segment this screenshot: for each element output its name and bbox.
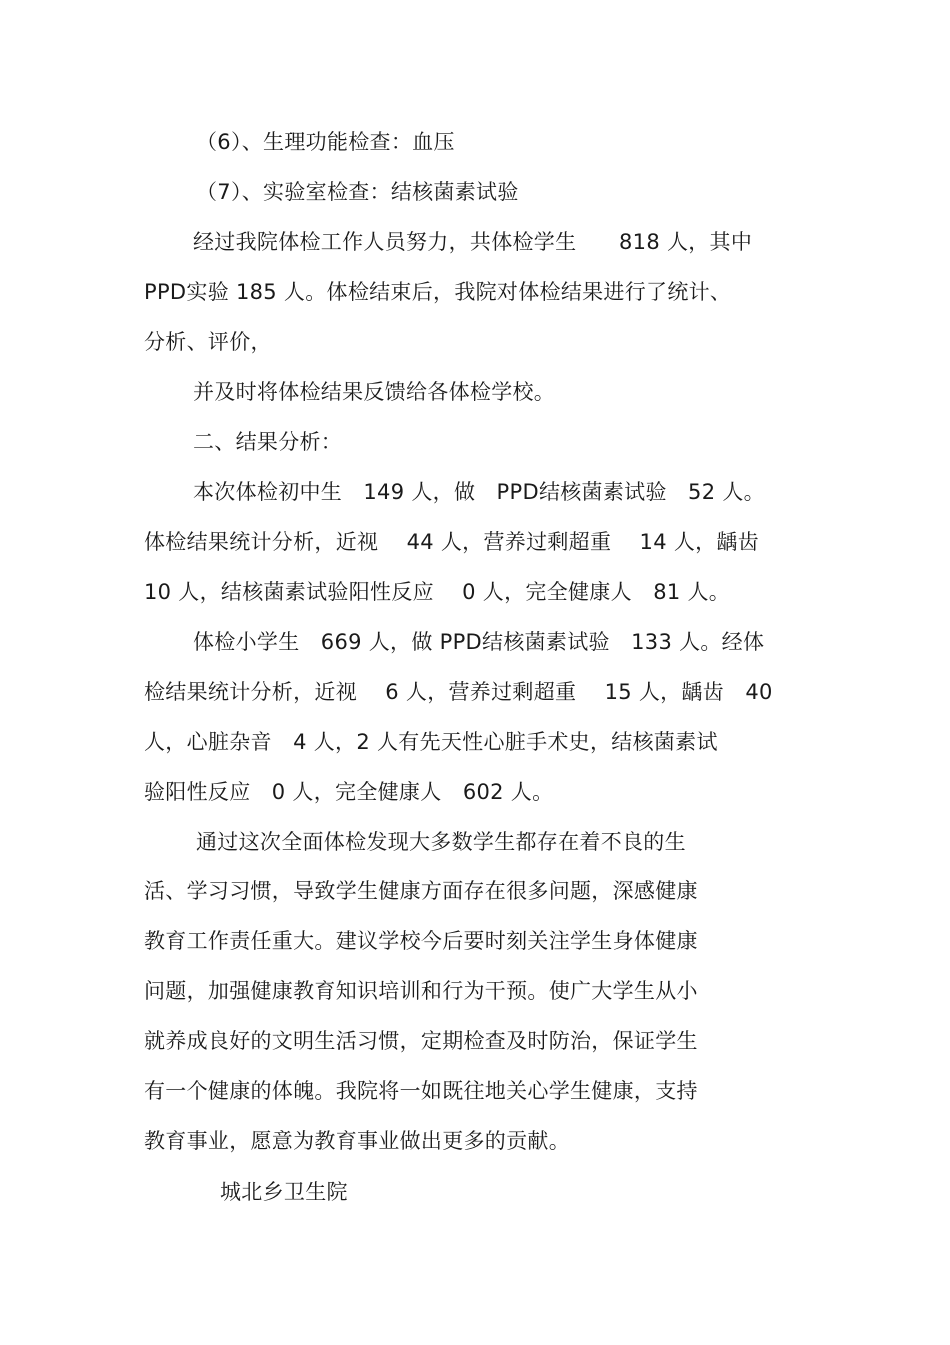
- text-line: （7）、实验室检查：结核菌素试验: [196, 180, 519, 204]
- text-line: 验阳性反应 0 人，完全健康人 602 人。: [144, 780, 554, 804]
- text-line: 本次体检初中生 149 人，做 PPD结核菌素试验 52 人。: [193, 480, 765, 504]
- text-line: 教育工作责任重大。建议学校今后要时刻关注学生身体健康: [144, 929, 698, 953]
- text-line: 分析、评价，: [144, 330, 272, 354]
- text-line: 并及时将体检结果反馈给各体检学校。: [193, 380, 556, 404]
- text-line: 检结果统计分析，近视 6 人，营养过剩超重 15 人，龋齿 40: [144, 680, 773, 704]
- text-line: 活、学习习惯，导致学生健康方面存在很多问题，深感健康: [144, 879, 698, 903]
- text-line: 有一个健康的体魄。我院将一如既往地关心学生健康，支持: [144, 1079, 698, 1103]
- text-line: 教育事业，愿意为教育事业做出更多的贡献。: [144, 1129, 570, 1153]
- text-line: 问题，加强健康教育知识培训和行为干预。使广大学生从小: [144, 979, 698, 1003]
- text-line: 体检结果统计分析，近视 44 人，营养过剩超重 14 人，龋齿: [144, 530, 760, 554]
- text-line: 就养成良好的文明生活习惯，定期检查及时防治，保证学生: [144, 1029, 698, 1053]
- text-line: 人，心脏杂音 4 人，2 人有先天性心脏手术史，结核菌素试: [144, 730, 718, 754]
- signature-org: 城北乡卫生院: [220, 1180, 348, 1204]
- text-line: PPD实验 185 人。体检结束后，我院对体检结果进行了统计、: [144, 280, 732, 304]
- text-line: 10 人，结核菌素试验阳性反应 0 人，完全健康人 81 人。: [144, 580, 731, 604]
- section-heading: 二、结果分析：: [193, 430, 343, 454]
- text-line: 经过我院体检工作人员努力，共体检学生 818 人，其中: [193, 230, 753, 254]
- text-line: （6）、生理功能检查：血压: [196, 130, 455, 154]
- text-line: 体检小学生 669 人，做 PPD结核菌素试验 133 人。经体: [193, 630, 765, 654]
- text-line: 通过这次全面体检发现大多数学生都存在着不良的生: [196, 830, 686, 854]
